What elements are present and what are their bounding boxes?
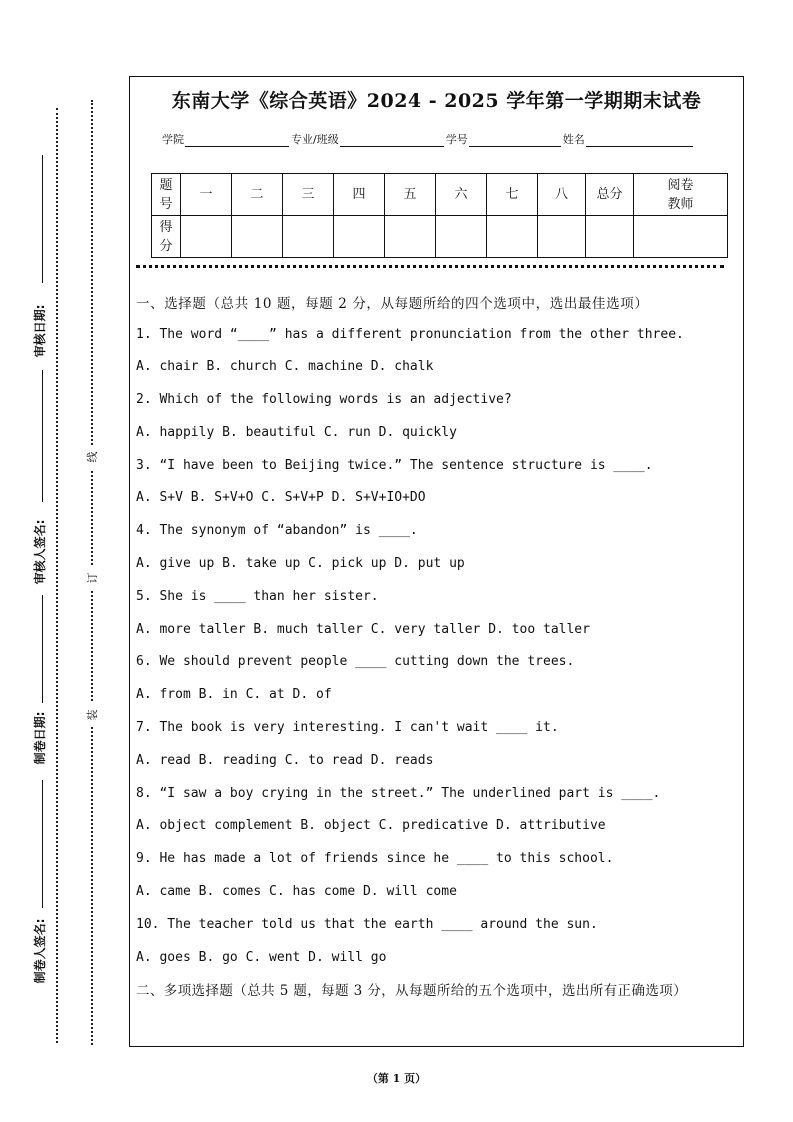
- question-9-options: A. came B. comes C. has come D. will come: [136, 884, 457, 899]
- section1-heading: 一、选择题（总共 10 题，每题 2 分，从每题所给的四个选项中，选出最佳选项）: [136, 296, 649, 312]
- student-info-row: [162, 131, 695, 147]
- question-7: 7. The book is very interesting. I can't wait ____ it.: [136, 720, 559, 735]
- major-class-field[interactable]: [340, 132, 444, 147]
- col-7: 七: [487, 174, 538, 216]
- college-field[interactable]: [185, 132, 289, 147]
- score-cell[interactable]: [181, 216, 232, 258]
- paper-date-line: [42, 595, 43, 703]
- score-cell[interactable]: [334, 216, 385, 258]
- reviewer-label-1: 阅卷: [667, 177, 694, 193]
- question-3: 3. “I have been to Beijing twice.” The sentence structure is ____.: [136, 458, 653, 473]
- binding-char-bind: 装: [80, 703, 104, 727]
- review-date-label: 审核日期:: [32, 304, 47, 358]
- binding-char-staple: 订: [80, 566, 104, 590]
- score-cell[interactable]: [436, 216, 487, 258]
- exam-title: 东南大学《综合英语》2024 - 2025 学年第一学期期末试卷: [171, 90, 702, 112]
- review-date-line: [42, 155, 43, 283]
- binding-char-line: 线: [80, 445, 104, 469]
- question-4: 4. The synonym of “abandon” is ____.: [136, 523, 418, 538]
- name-field[interactable]: [586, 132, 693, 147]
- question-9: 9. He has made a lot of friends since he ____ to this school.: [136, 851, 614, 866]
- section2-heading: 二、多项选择题（总共 5 题，每题 3 分，从每题所给的五个选项中，选出所有正确选项）: [136, 983, 688, 999]
- reviewer-signature-label: 审核人签名:: [32, 519, 47, 585]
- question-5-options: A. more taller B. much taller C. very taller D. too taller: [136, 622, 590, 637]
- question-10: 10. The teacher told us that the earth ____ around the sun.: [136, 917, 598, 932]
- row2-label-char2: 分: [159, 238, 173, 254]
- question-2: 2. Which of the following words is an adjective?: [136, 392, 512, 407]
- question-7-options: A. read B. reading C. to read D. reads: [136, 753, 434, 768]
- name-label: 姓名: [562, 133, 585, 146]
- question-5: 5. She is ____ than her sister.: [136, 589, 379, 604]
- score-cell[interactable]: [232, 216, 283, 258]
- row2-label-char1: 得: [159, 219, 173, 235]
- row1-label-char2: 号: [159, 196, 173, 212]
- paper-maker-signature-line: [42, 780, 43, 908]
- student-id-label: 学号: [445, 133, 468, 146]
- paper-maker-signature-label: 制卷人签名:: [32, 918, 47, 984]
- question-10-options: A. goes B. go C. went D. will go: [136, 950, 387, 965]
- question-6: 6. We should prevent people ____ cutting down the trees.: [136, 654, 575, 669]
- question-8: 8. “I saw a boy crying in the street.” The underlined part is ____.: [136, 786, 661, 801]
- col-2: 二: [232, 174, 283, 216]
- reviewer-cell[interactable]: [634, 216, 728, 258]
- question-8-options: A. object complement B. object C. predicative D. attributive: [136, 818, 606, 833]
- student-id-field[interactable]: [469, 132, 561, 147]
- college-label: 学院: [162, 133, 184, 146]
- score-value-row: [152, 216, 728, 258]
- score-cell[interactable]: [283, 216, 334, 258]
- major-class-label: 专业/班级: [291, 133, 339, 146]
- question-1-options: A. chair B. church C. machine D. chalk: [136, 359, 434, 374]
- page-number: （第 1 页）: [366, 1072, 427, 1085]
- question-3-options: A. S+V B. S+V+O C. S+V+P D. S+V+IO+DO: [136, 490, 426, 505]
- question-6-options: A. from B. in C. at D. of: [136, 687, 332, 702]
- score-cell[interactable]: [538, 216, 586, 258]
- question-4-options: A. give up B. take up C. pick up D. put up: [136, 556, 465, 571]
- col-4: 四: [334, 174, 385, 216]
- col-1: 一: [181, 174, 232, 216]
- col-6: 六: [436, 174, 487, 216]
- paper-date-label: 制卷日期:: [32, 711, 47, 765]
- score-header-row: [152, 174, 728, 216]
- dotted-separator: [136, 265, 724, 268]
- score-cell[interactable]: [487, 216, 538, 258]
- score-cell[interactable]: [385, 216, 436, 258]
- question-2-options: A. happily B. beautiful C. run D. quickly: [136, 425, 457, 440]
- score-table: [151, 173, 728, 258]
- score-total-cell[interactable]: [586, 216, 634, 258]
- row1-label-char1: 题: [159, 177, 173, 193]
- question-number-header: [152, 174, 181, 216]
- col-5: 五: [385, 174, 436, 216]
- reviewer-header: [634, 174, 728, 216]
- question-1: 1. The word “____” has a different pronunciation from the other three.: [136, 327, 684, 342]
- score-row-header: [152, 216, 181, 258]
- reviewer-signature-line: [42, 370, 43, 502]
- col-8: 八: [538, 174, 586, 216]
- col-3: 三: [283, 174, 334, 216]
- col-total: 总分: [586, 174, 634, 216]
- left-dotted-border: [56, 108, 58, 1043]
- reviewer-label-2: 教师: [667, 196, 694, 212]
